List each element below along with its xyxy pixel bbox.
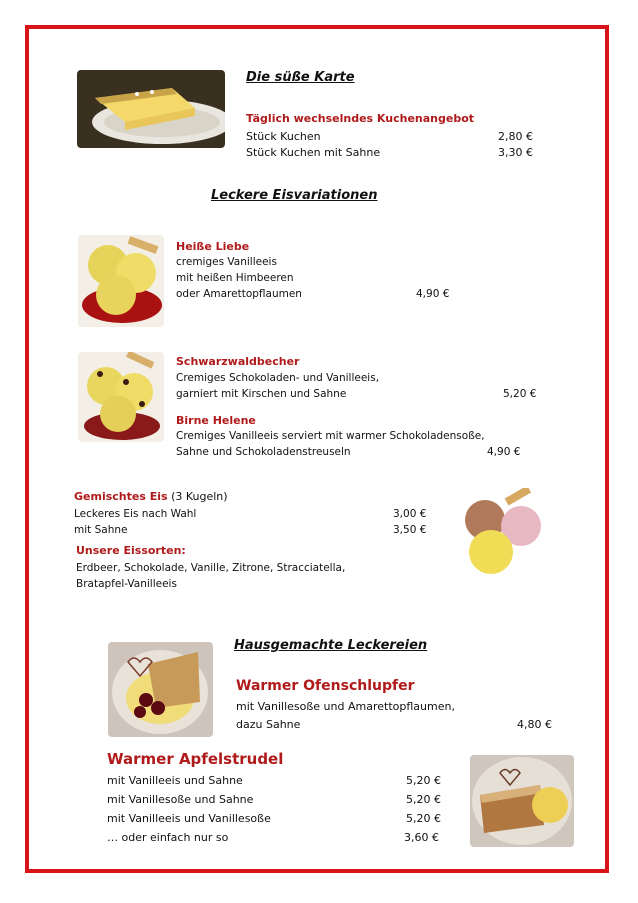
apfelstrudel-photo (470, 755, 574, 847)
mixed-ice-heading (74, 490, 228, 503)
cake-offer-heading: Täglich wechselndes Kuchenangebot (246, 112, 475, 125)
heisse-liebe-desc-1: cremiges Vanilleeis (176, 256, 277, 268)
apfelstrudel-option-4: … oder einfach nur so (107, 831, 229, 844)
heisse-liebe-photo (78, 235, 164, 327)
cake-item-name: Stück Kuchen (246, 130, 321, 143)
heisse-liebe-name: Heiße Liebe (176, 240, 250, 253)
birne-helene-price: 4,90 € (487, 446, 521, 458)
mixed-ice-cream-name: mit Sahne (74, 524, 128, 536)
heisse-liebe-desc-2: mit heißen Himbeeren (176, 272, 294, 284)
ice-flavours-line-1: Erdbeer, Schokolade, Vanille, Zitrone, Stracciatella, (76, 562, 346, 574)
apfelstrudel-option-3: mit Vanilleeis und Vanillesoße (107, 812, 271, 825)
apfelstrudel-option-2: mit Vanillesoße und Sahne (107, 793, 254, 806)
mixed-ice-name: Gemischtes Eis (74, 490, 168, 503)
cake-cream-item-price: 3,30 € (498, 146, 533, 159)
apfelstrudel-name: Warmer Apfelstrudel (107, 750, 284, 768)
apfelstrudel-price-3: 5,20 € (406, 812, 441, 825)
cake-item-price: 2,80 € (498, 130, 533, 143)
schwarzwald-name: Schwarzwaldbecher (176, 355, 300, 368)
heisse-liebe-price: 4,90 € (416, 288, 450, 300)
ofenschlupfer-desc-2: dazu Sahne (236, 718, 301, 731)
ofenschlupfer-price: 4,80 € (517, 718, 552, 731)
schwarzwald-desc-1: Cremiges Schokoladen- und Vanilleeis, (176, 372, 380, 384)
ice-flavours-heading: Unsere Eissorten: (76, 544, 186, 557)
mixed-ice-item-price: 3,00 € (393, 508, 427, 520)
schwarzwald-desc-2: garniert mit Kirschen und Sahne (176, 388, 347, 400)
homemade-section-title: Hausgemachte Leckereien (234, 638, 428, 653)
mixed-ice-item-name: Leckeres Eis nach Wahl (74, 508, 197, 520)
cake-photo (77, 70, 225, 148)
birne-helene-desc-2: Sahne und Schokoladenstreuseln (176, 446, 351, 458)
apfelstrudel-price-2: 5,20 € (406, 793, 441, 806)
schwarzwald-price: 5,20 € (503, 388, 537, 400)
apfelstrudel-option-1: mit Vanilleeis und Sahne (107, 774, 243, 787)
ofenschlupfer-name: Warmer Ofenschlupfer (236, 678, 415, 694)
apfelstrudel-price-1: 5,20 € (406, 774, 441, 787)
mixed-ice-cream-price: 3,50 € (393, 524, 427, 536)
ice-section-title: Leckere Eisvariationen (211, 188, 378, 203)
apfelstrudel-price-4: 3,60 € (404, 831, 439, 844)
birne-helene-desc-1: Cremiges Vanilleeis serviert mit warmer Schokoladensoße, (176, 430, 485, 442)
ofenschlupfer-photo (108, 642, 213, 737)
birne-helene-name: Birne Helene (176, 414, 256, 427)
ofenschlupfer-desc-1: mit Vanillesoße und Amarettopflaumen, (236, 700, 455, 713)
sweet-menu-title: Die süße Karte (246, 70, 355, 85)
ice-scoops-photo (455, 488, 547, 580)
schwarzwald-photo (78, 352, 164, 442)
cake-cream-item-name: Stück Kuchen mit Sahne (246, 146, 381, 159)
heisse-liebe-desc-3: oder Amarettopflaumen (176, 288, 302, 300)
ice-flavours-line-2: Bratapfel-Vanilleeis (76, 578, 177, 590)
mixed-ice-note: (3 Kugeln) (171, 490, 228, 503)
